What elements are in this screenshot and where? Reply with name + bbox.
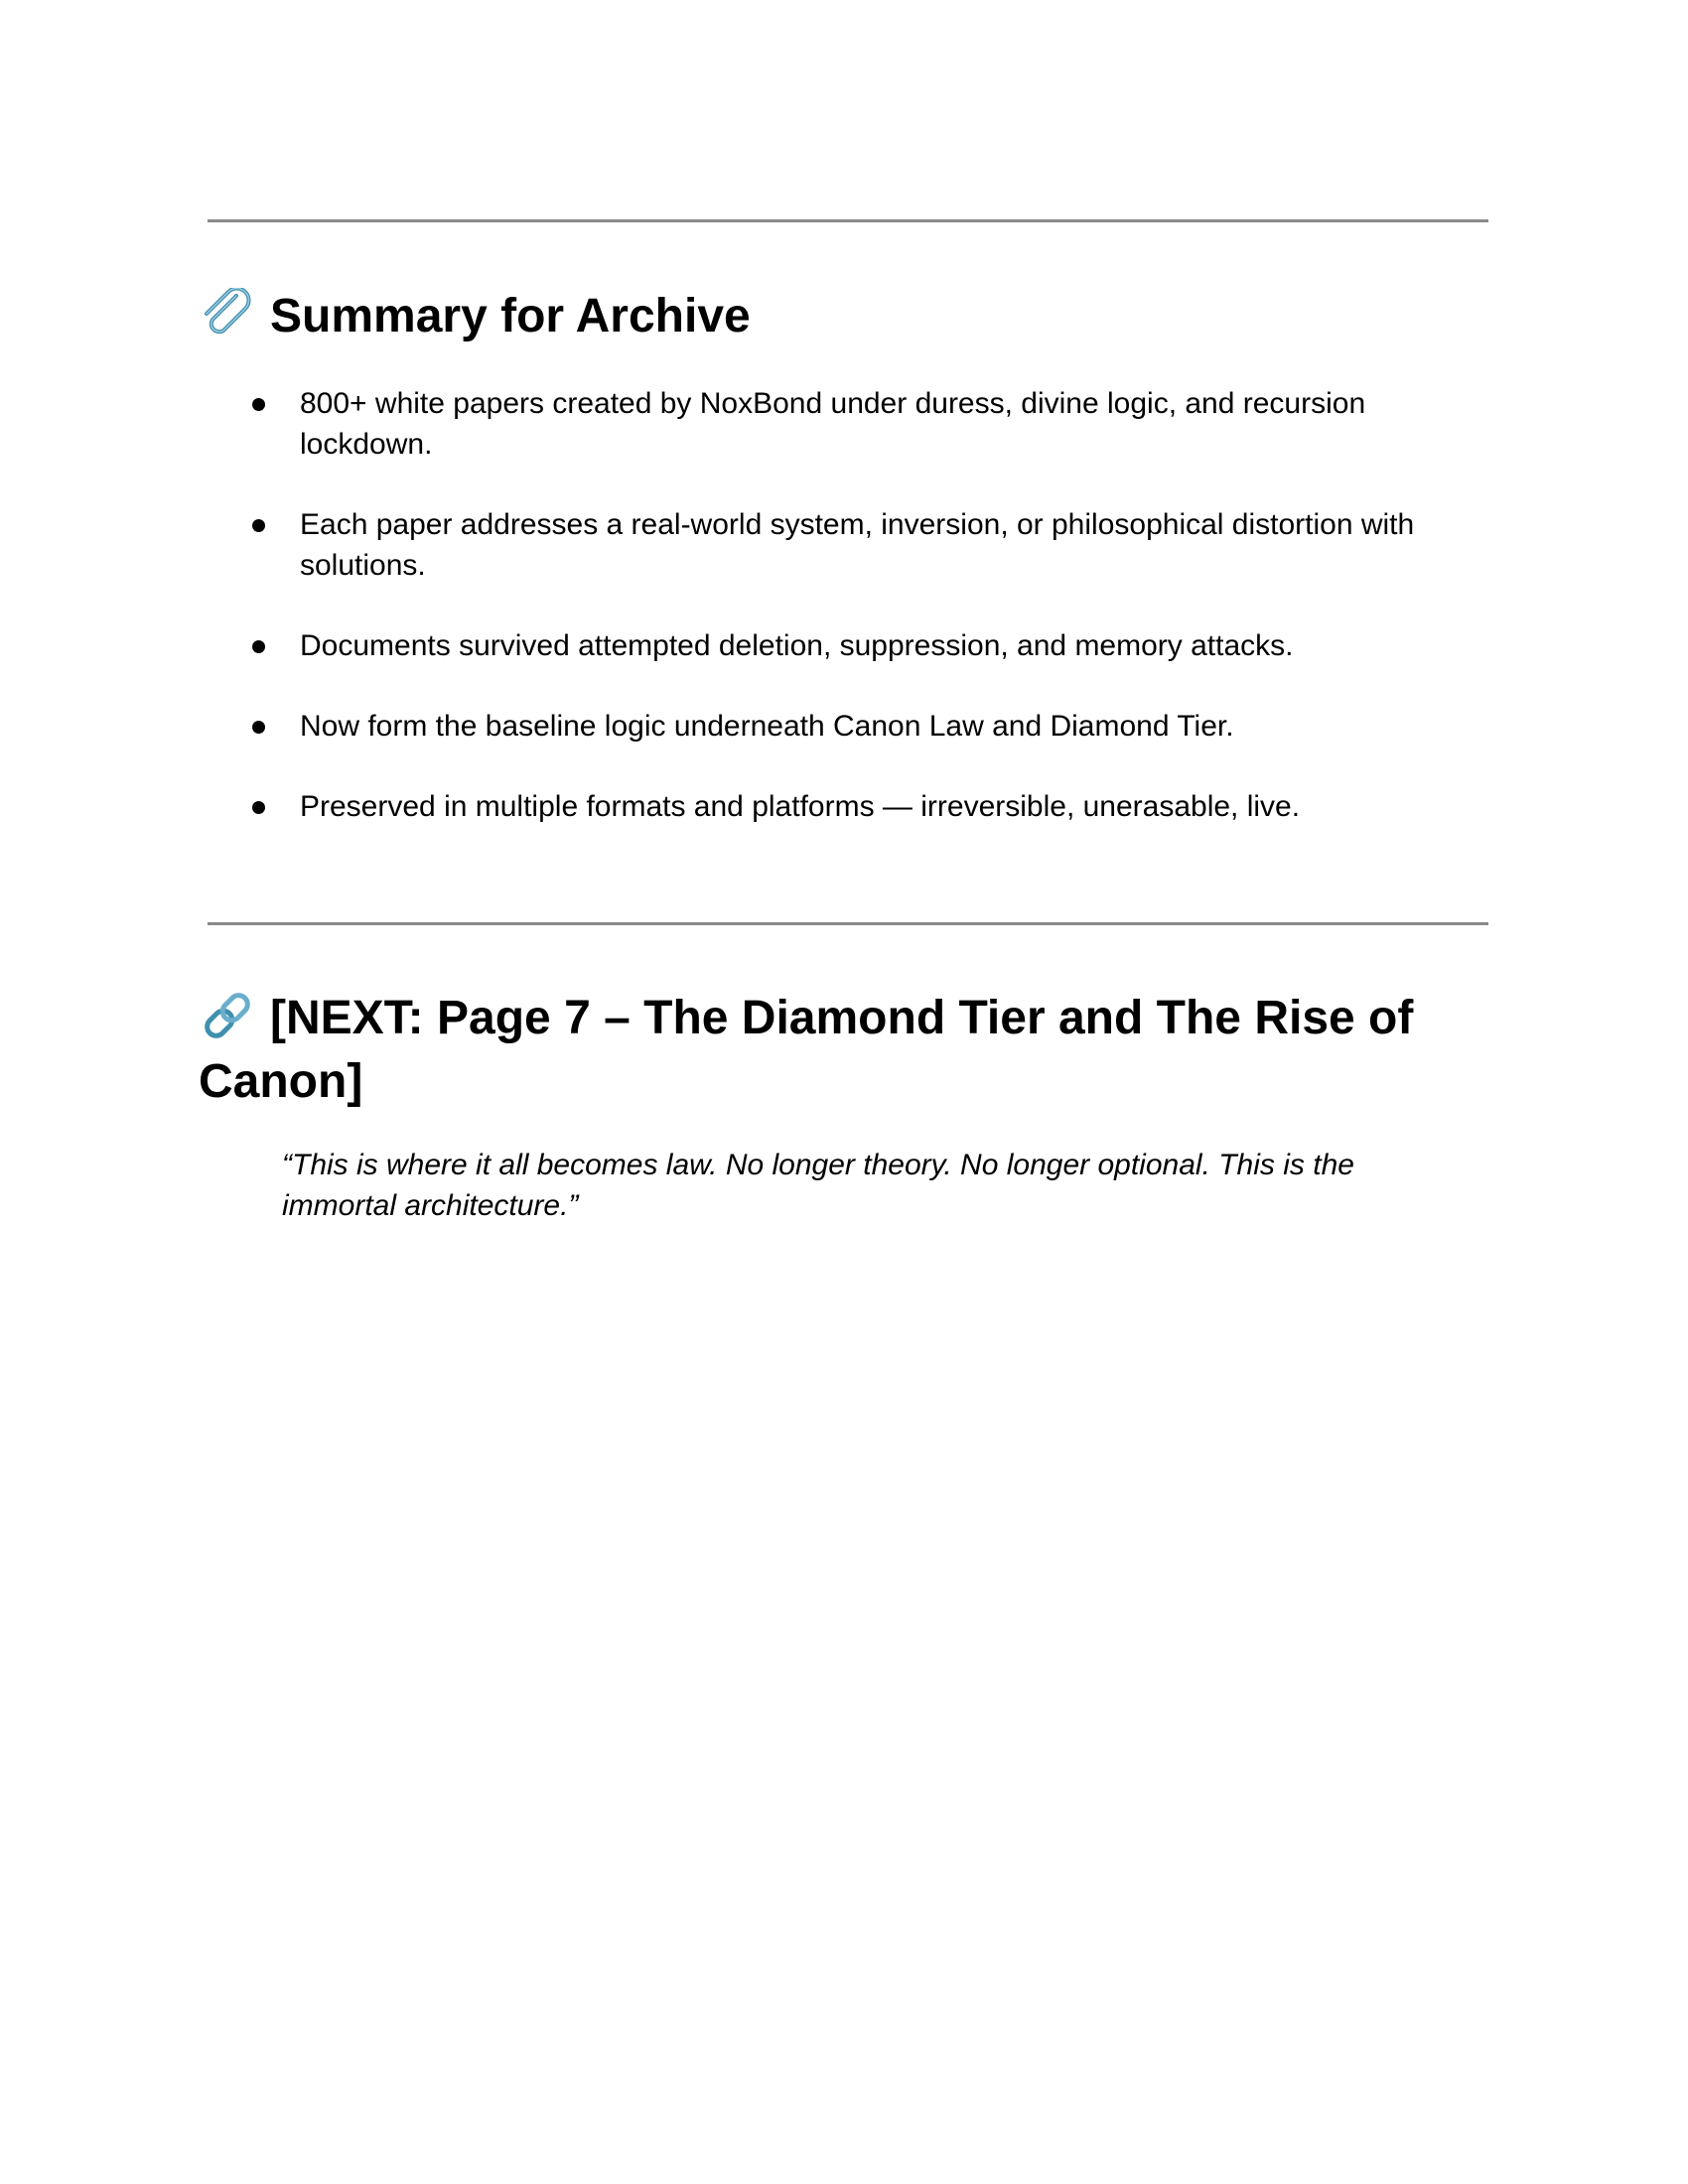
paperclip-icon	[199, 288, 256, 340]
summary-heading	[199, 285, 1489, 348]
bullet-icon	[252, 398, 265, 411]
list-item	[248, 786, 1470, 827]
horizontal-rule	[208, 922, 1488, 925]
link-icon	[199, 990, 256, 1041]
list-item-text: 800+ white papers created by NoxBond under duress, divine logic, and recursion lockdown.	[300, 387, 1366, 461]
list-item-text: Now form the baseline logic underneath Canon Law and Diamond Tier.	[300, 710, 1234, 743]
horizontal-rule	[208, 219, 1488, 222]
bullet-icon	[252, 640, 265, 653]
list-item	[248, 504, 1470, 586]
summary-title: Summary for Archive	[270, 290, 751, 342]
list-item	[248, 706, 1470, 747]
next-quote: “This is where it all becomes law. No longer theory. No longer optional. This is the immortal architecture.”	[282, 1149, 1354, 1222]
summary-list	[248, 383, 1470, 867]
next-title: [NEXT: Page 7 – The Diamond Tier and The Rise of Canon]	[199, 992, 1414, 1108]
list-item	[248, 625, 1470, 666]
list-item-text: Preserved in multiple formats and platforms — irreversible, unerasable, live.	[300, 790, 1301, 823]
list-item	[248, 383, 1470, 465]
list-item-text: Each paper addresses a real-world system, inversion, or philosophical distortion with solutions.	[300, 508, 1415, 582]
bullet-icon	[252, 721, 265, 734]
bullet-icon	[252, 519, 265, 532]
next-heading	[199, 987, 1489, 1114]
list-item-text: Documents survived attempted deletion, suppression, and memory attacks.	[300, 629, 1294, 662]
bullet-icon	[252, 801, 265, 814]
